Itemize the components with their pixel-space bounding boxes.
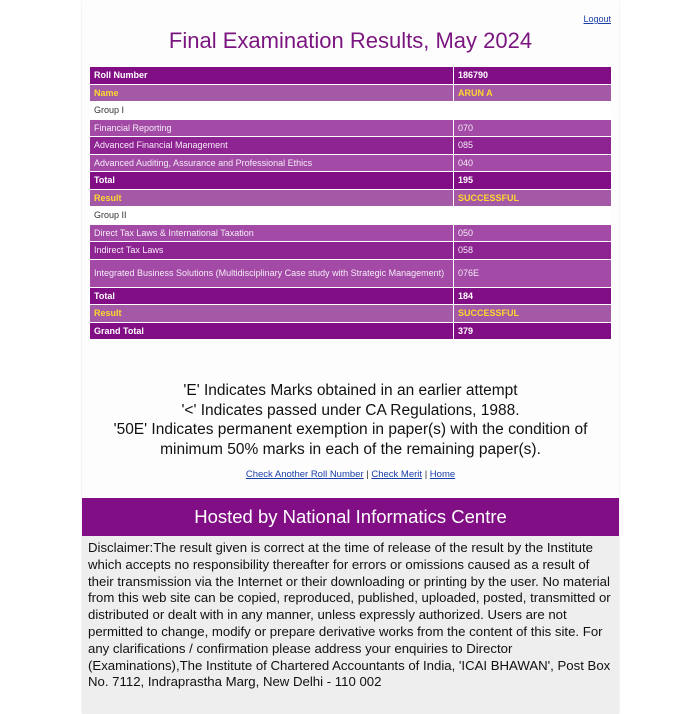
table-row xyxy=(90,120,611,137)
group-1-heading: Group I xyxy=(90,102,611,119)
result-page xyxy=(82,0,619,714)
check-merit-link[interactable]: Check Merit xyxy=(371,469,423,480)
grand-total-label: Grand Total xyxy=(90,323,453,340)
table-row xyxy=(90,242,611,259)
grand-total-row xyxy=(90,323,611,340)
disclaimer-text: Disclaimer:The result given is correct at the time of release of the result by the Institute which accepts no responsibility thereafter for errors or omissions caused as a result of their transmission via the Internet or their downloading or printing by the user. No material from this web site can be copied, reproduced, published, uploaded, posted, transmitted or distributed or dealt with in any manner, unless expressly authorized. Users are not permitted to change, modify or prepare derivative works from the content of this site. For any clarifications / confirmation please address your enquiries to Director (Examinations),The Institute of Chartered Accountants of India, 'ICAI BHAWAN', Post Box No. 7112, Indraprastha Marg, New Delhi - 110 002 xyxy=(82,536,619,714)
table-row xyxy=(90,260,611,287)
paper-marks: 040 xyxy=(454,155,611,172)
page-title: Final Examination Results, May 2024 xyxy=(168,28,533,53)
paper-marks: 076E xyxy=(454,260,611,287)
paper-subject: Indirect Tax Laws xyxy=(90,242,453,259)
paper-subject: Advanced Financial Management xyxy=(90,137,453,154)
total-label: Total xyxy=(90,288,453,305)
roll-number-label: Roll Number xyxy=(90,67,453,84)
group-1-total-row xyxy=(90,172,611,189)
group-2-total-row xyxy=(90,288,611,305)
hosted-by-banner: Hosted by National Informatics Centre xyxy=(82,498,619,536)
name-value: ARUN A xyxy=(454,85,611,102)
nav-links xyxy=(82,469,619,480)
home-link[interactable]: Home xyxy=(429,469,456,480)
roll-number-value: 186790 xyxy=(454,67,611,84)
name-row xyxy=(90,85,611,102)
note-e: 'E' Indicates Marks obtained in an earlier attempt xyxy=(183,382,518,399)
group-1-result-row xyxy=(90,190,611,207)
note-less-than: '<' Indicates passed under CA Regulations, 1988. xyxy=(181,401,520,419)
group-heading xyxy=(90,207,611,224)
group-heading xyxy=(90,102,611,119)
link-separator: | xyxy=(424,469,428,480)
paper-marks: 050 xyxy=(454,225,611,242)
legend-notes xyxy=(82,381,619,459)
total-value: 184 xyxy=(454,288,611,305)
logout-link[interactable]: Logout xyxy=(583,14,611,24)
paper-marks: 085 xyxy=(454,137,611,154)
paper-subject: Financial Reporting xyxy=(90,120,453,137)
check-another-roll-link[interactable]: Check Another Roll Number xyxy=(245,469,364,480)
paper-marks: 058 xyxy=(454,242,611,259)
paper-subject: Advanced Auditing, Assurance and Professional Ethics xyxy=(90,155,453,172)
result-value: SUCCESSFUL xyxy=(454,305,611,322)
grand-total-value: 379 xyxy=(454,323,611,340)
total-value: 195 xyxy=(454,172,611,189)
group-2-heading: Group II xyxy=(90,207,611,224)
paper-subject: Integrated Business Solutions (Multidisciplinary Case study with Strategic Management) xyxy=(90,260,453,287)
table-row xyxy=(90,225,611,242)
note-50e: '50E' Indicates permanent exemption in paper(s) with the condition of minimum 50% marks in each of the remaining paper(s). xyxy=(113,421,588,458)
link-separator: | xyxy=(366,469,369,480)
result-value: SUCCESSFUL xyxy=(454,190,611,207)
paper-subject: Direct Tax Laws & International Taxation xyxy=(90,225,453,242)
paper-marks: 070 xyxy=(454,120,611,137)
result-label: Result xyxy=(90,305,453,322)
table-row xyxy=(90,137,611,154)
result-label: Result xyxy=(90,190,453,207)
group-2-result-row xyxy=(90,305,611,322)
name-label: Name xyxy=(90,85,453,102)
roll-number-row xyxy=(90,67,611,84)
result-table xyxy=(89,66,612,340)
total-label: Total xyxy=(90,172,453,189)
table-row xyxy=(90,155,611,172)
